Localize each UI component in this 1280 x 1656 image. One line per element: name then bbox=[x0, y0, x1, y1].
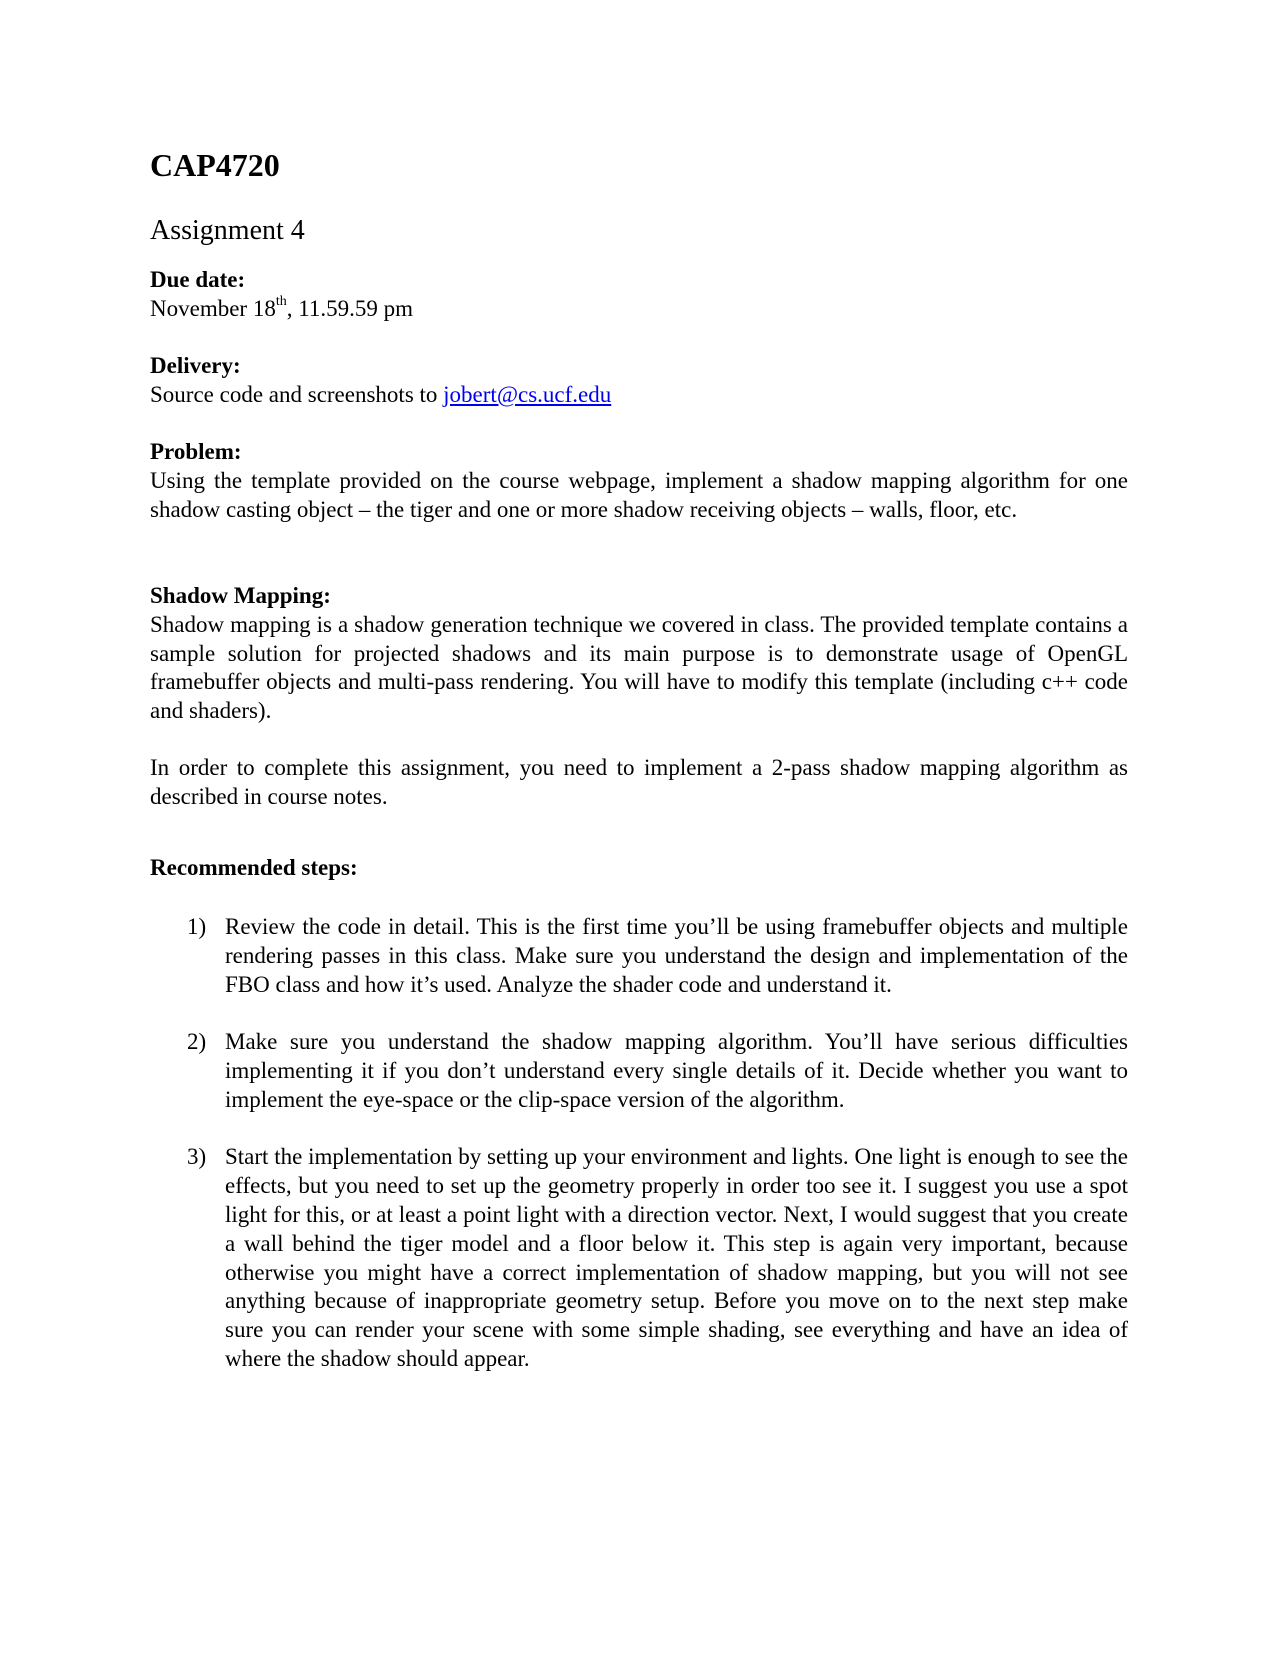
assignment-title: Assignment 4 bbox=[150, 215, 305, 246]
shadow-mapping-paragraph-1: Shadow mapping is a shadow generation technique we covered in class. The provided template contains a sample solution for projected shadows and its main purpose is to demonstrate usage of OpenGL framebuffer objects and multi-pass rendering. You will have to modify this template (including c++ code and shaders). bbox=[150, 611, 1128, 724]
delivery-text bbox=[150, 381, 1128, 410]
step-number: 2) bbox=[187, 1029, 207, 1055]
due-date-heading: Due date: bbox=[150, 267, 246, 292]
due-date-month-day: November 18 bbox=[150, 295, 276, 321]
problem-section bbox=[150, 438, 1128, 524]
problem-text: Using the template provided on the course webpage, implement a shadow mapping algorithm for one shadow casting object – the tiger and one or more shadow receiving objects – walls, floor, etc. bbox=[150, 467, 1128, 522]
list-item bbox=[150, 1143, 1128, 1373]
step-text: Make sure you understand the shadow mapping algorithm. You’ll have serious difficulties implementing it if you don’t understand every single details of it. Decide whether you want to implement the eye-space or the clip-space version of the algorithm. bbox=[225, 1029, 1128, 1112]
shadow-mapping-section bbox=[150, 582, 1128, 726]
recommended-steps-list bbox=[150, 913, 1128, 1403]
step-text: Review the code in detail. This is the first time you’ll be using framebuffer objects and multiple rendering passes in this class. Make sure you understand the design and implementation of the FBO class and how it’s used. Analyze the shader code and understand it. bbox=[225, 914, 1128, 997]
delivery-heading: Delivery: bbox=[150, 353, 241, 378]
step-number: 1) bbox=[187, 914, 207, 939]
recommended-section bbox=[150, 854, 1128, 883]
due-date-suffix: th bbox=[275, 294, 287, 310]
problem-heading: Problem: bbox=[150, 439, 242, 464]
due-date-section bbox=[150, 266, 1128, 324]
step-text: Start the implementation by setting up your environment and lights. One light is enough to see the effects, but you need to set up the geometry properly in order too see it. I suggest you use a spot light for this, or at least a point light with a direction vector. Next, I would suggest that you create a wall behind the tiger model and a floor below it. This step is again very important, because otherwise you might have a correct implementation of shadow mapping, but you will not see anything because of inappropriate geometry setup. Before you move on to the next step make sure you can render your scene with some simple shading, see everything and have an idea of where the shadow should appear. bbox=[225, 1144, 1128, 1371]
shadow-mapping-paragraph-2: In order to complete this assignment, you need to implement a 2-pass shadow mapping algorithm as described in course notes. bbox=[150, 755, 1128, 809]
course-title: CAP4720 bbox=[150, 147, 280, 183]
delivery-section bbox=[150, 352, 1128, 410]
delivery-lead: Source code and screenshots to bbox=[150, 381, 444, 407]
list-item bbox=[150, 913, 1128, 999]
shadow-mapping-heading: Shadow Mapping: bbox=[150, 583, 331, 608]
email-link[interactable]: jobert@cs.ucf.edu bbox=[443, 381, 612, 407]
due-date-value bbox=[150, 295, 1128, 324]
step-number: 3) bbox=[187, 1144, 207, 1170]
due-date-time: , 11.59.59 pm bbox=[286, 295, 414, 321]
recommended-heading: Recommended steps: bbox=[150, 855, 358, 880]
shadow-mapping-paragraph-2-block bbox=[150, 754, 1128, 812]
list-item bbox=[150, 1028, 1128, 1114]
